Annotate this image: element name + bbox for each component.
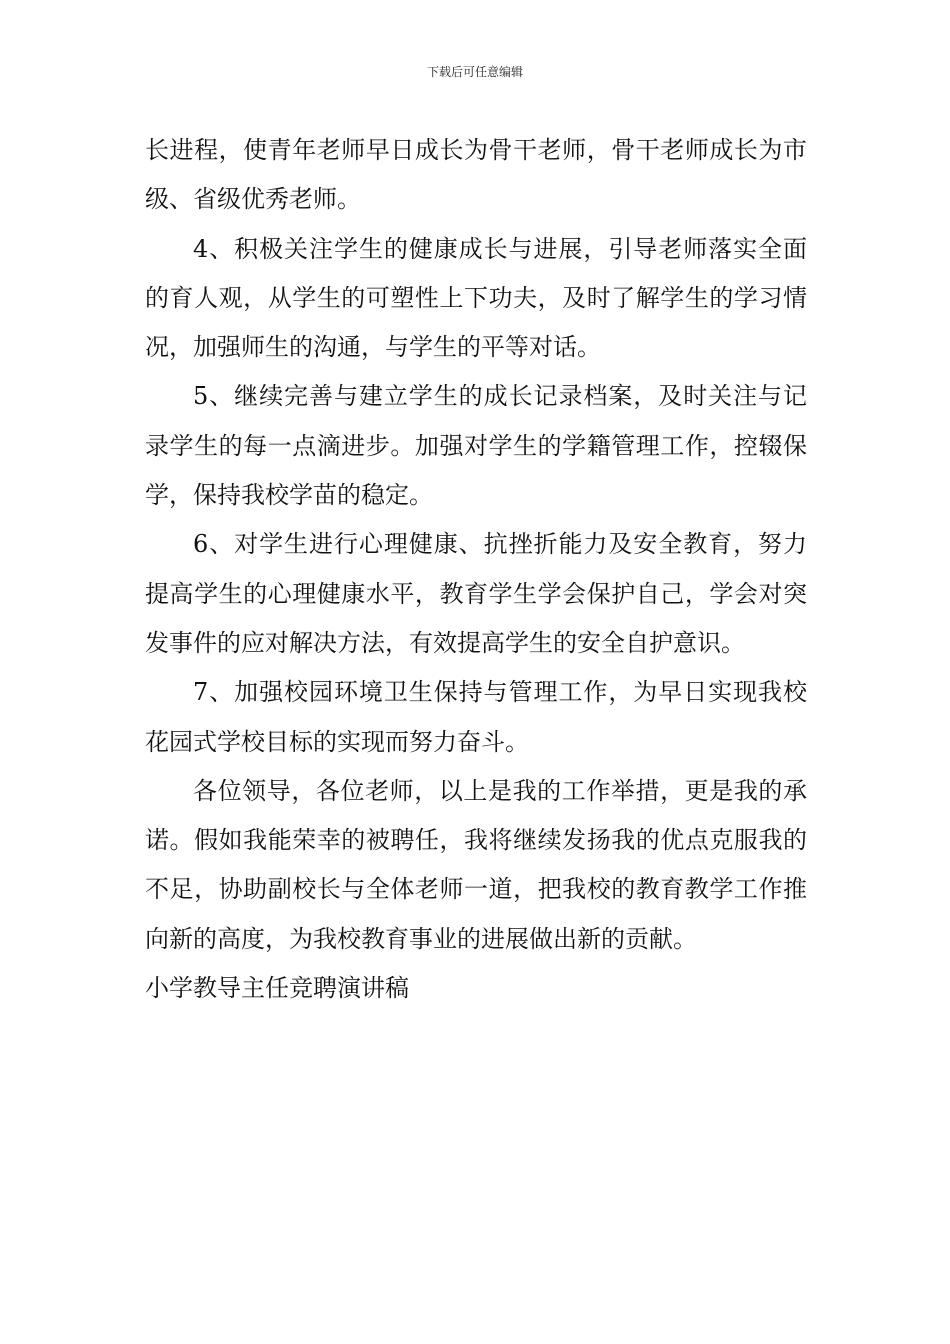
paragraph-item-7: 7、加强校园环境卫生保持与管理工作，为早日实现我校花园式学校目标的实现而努力奋斗。	[145, 678, 807, 756]
document-body	[145, 126, 807, 1013]
paragraph-continuation: 长进程，使青年老师早日成长为骨干老师，骨干老师成长为市级、省级优秀老师。	[145, 136, 807, 214]
next-section-title: 小学教导主任竞聘演讲稿	[145, 974, 409, 1003]
paragraph-item-5: 5、继续完善与建立学生的成长记录档案，及时关注与记录学生的每一点滴进步。加强对学生的学籍管理工作，控辍保学，保持我校学苗的稳定。	[145, 382, 807, 510]
page-header: 下载后可任意编辑	[426, 65, 523, 79]
paragraph-item-6: 6、对学生进行心理健康、抗挫折能力及安全教育，努力提高学生的心理健康水平，教育学生学会保护自己，学会对突发事件的应对解决方法，有效提高学生的安全自护意识。	[145, 530, 807, 657]
paragraph-closing: 各位领导，各位老师，以上是我的工作举措，更是我的承诺。假如我能荣幸的被聘任，我将继续发扬我的优点克服我的不足，协助副校长与全体老师一道，把我校的教育教学工作推向新的高度，为我校教育事业的进展做出新的贡献。	[145, 776, 807, 953]
paragraph-item-4: 4、积极关注学生的健康成长与进展，引导老师落实全面的育人观，从学生的可塑性上下功夫，及时了解学生的学习情况，加强师生的沟通，与学生的平等对话。	[145, 234, 807, 362]
